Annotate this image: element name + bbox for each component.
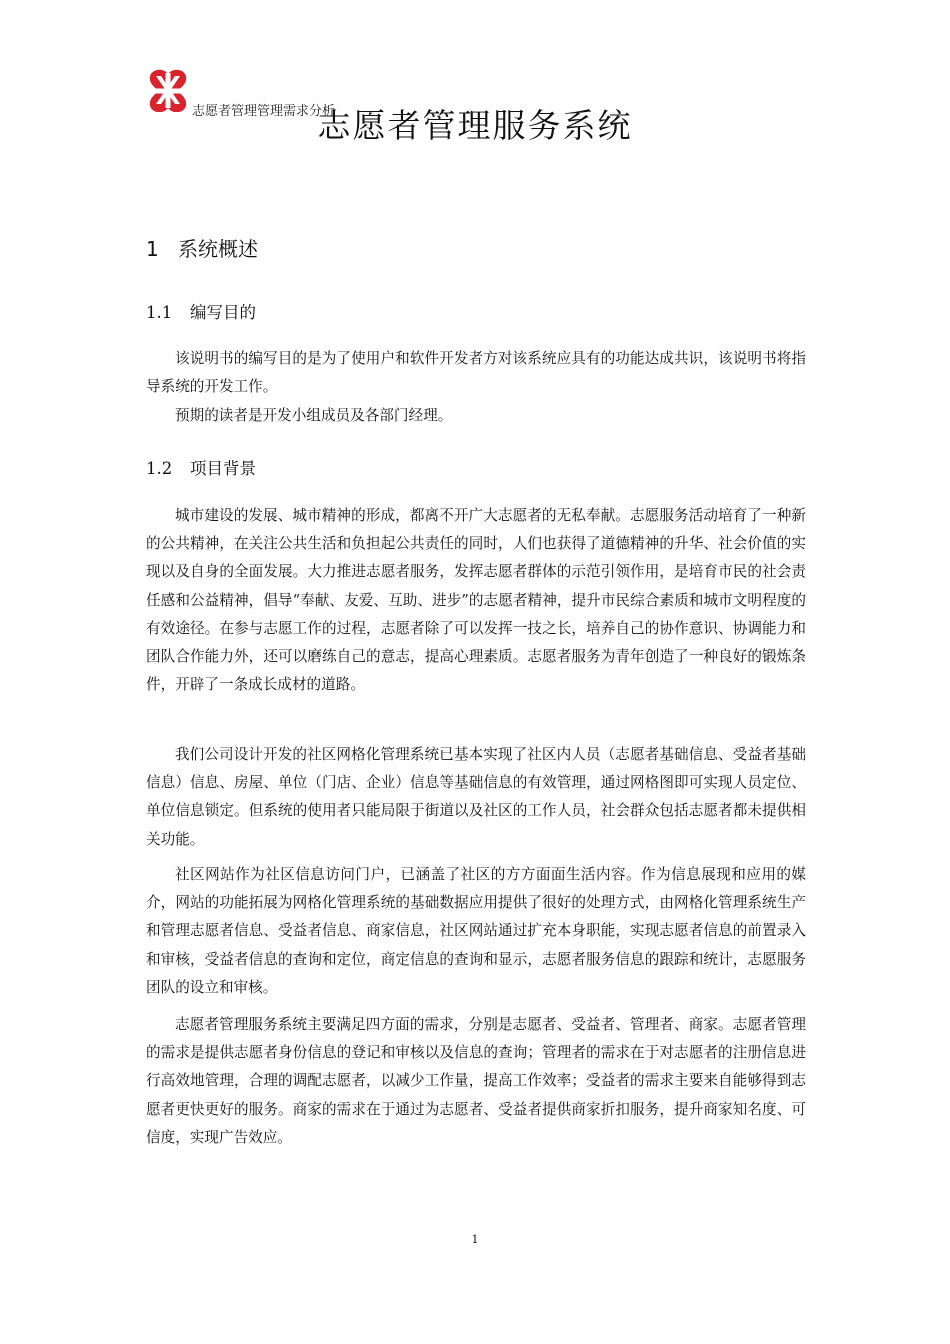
section-title: 编写目的 bbox=[190, 303, 256, 322]
page-number: 1 bbox=[471, 1233, 479, 1246]
paragraph: 志愿者管理服务系统主要满足四方面的需求，分别是志愿者、受益者、管理者、商家。志愿者管理的需求是提供志愿者身份信息的登记和审核以及信息的查询；管理者的需求在于对志愿者的注册信息进行高效地管理，合理的调配志愿者，以减少工作量，提高工作效率；受益者的需求主要来自能够得到志愿者更快更好的服务。商家的需求在于通过为志愿者、受益者提供商家折扣服务，提升商家知名度、可信度，实现广告效应。 bbox=[146, 1016, 806, 1146]
section-1-heading bbox=[146, 233, 258, 262]
paragraph: 社区网站作为社区信息访问门户，已涵盖了社区的方方面面生活内容。作为信息展现和应用的媒介，网站的功能拓展为网格化管理系统的基础数据应用提供了很好的处理方式，由网格化管理系统生产和管理志愿者信息、受益者信息、商家信息，社区网站通过扩充本身职能，实现志愿者信息的前置录入和审核，受益者信息的查询和定位，商定信息的查询和显示，志愿者服务信息的跟踪和统计，志愿服务团队的设立和审核。 bbox=[146, 866, 806, 996]
section-number: 1.2 bbox=[146, 459, 173, 478]
section-1-1-heading bbox=[146, 299, 256, 323]
section-number: 1 bbox=[146, 237, 159, 261]
paragraph: 城市建设的发展、城市精神的形成，都离不开广大志愿者的无私奉献。志愿服务活动培育了一种新的公共精神，在关注公共生活和负担起公共责任的同时，人们也获得了道德精神的升华、社会价值的实现以及自身的全面发展。大力推进志愿者服务，发挥志愿者群体的示范引领作用，是培育市民的社会责任感和公益精神，倡导“奉献、友爱、互助、进步”的志愿者精神，提升市民综合素质和城市文明程度的有效途径。在参与志愿工作的过程，志愿者除了可以发挥一技之长，培养自己的协作意识、协调能力和团队合作能力外，还可以磨练自己的意志，提高心理素质。志愿者服务为青年创造了一种良好的锻炼条件，开辟了一条成长成材的道路。 bbox=[146, 507, 806, 694]
paragraph: 预期的读者是开发小组成员及各部门经理。 bbox=[175, 407, 453, 424]
running-header: 志愿者管理管理需求分析 bbox=[192, 104, 336, 119]
document-title: 志愿者管理服务系统 bbox=[317, 106, 633, 145]
section-title: 项目背景 bbox=[190, 459, 256, 478]
section-1-2-heading bbox=[146, 455, 256, 479]
section-number: 1.1 bbox=[146, 303, 173, 322]
paragraph: 该说明书的编写目的是为了使用户和软件开发者方对该系统应具有的功能达成共识，该说明书将指导系统的开发工作。 bbox=[146, 350, 806, 396]
paragraph: 我们公司设计开发的社区网格化管理系统已基本实现了社区内人员（志愿者基础信息、受益者基础信息）信息、房屋、单位（门店、企业）信息等基础信息的有效管理，通过网格图即可实现人员定位、单位信息锁定。但系统的使用者只能局限于街道以及社区的工作人员，社会群众包括志愿者都未提供相关功能。 bbox=[146, 746, 806, 848]
section-title: 系统概述 bbox=[178, 237, 258, 261]
